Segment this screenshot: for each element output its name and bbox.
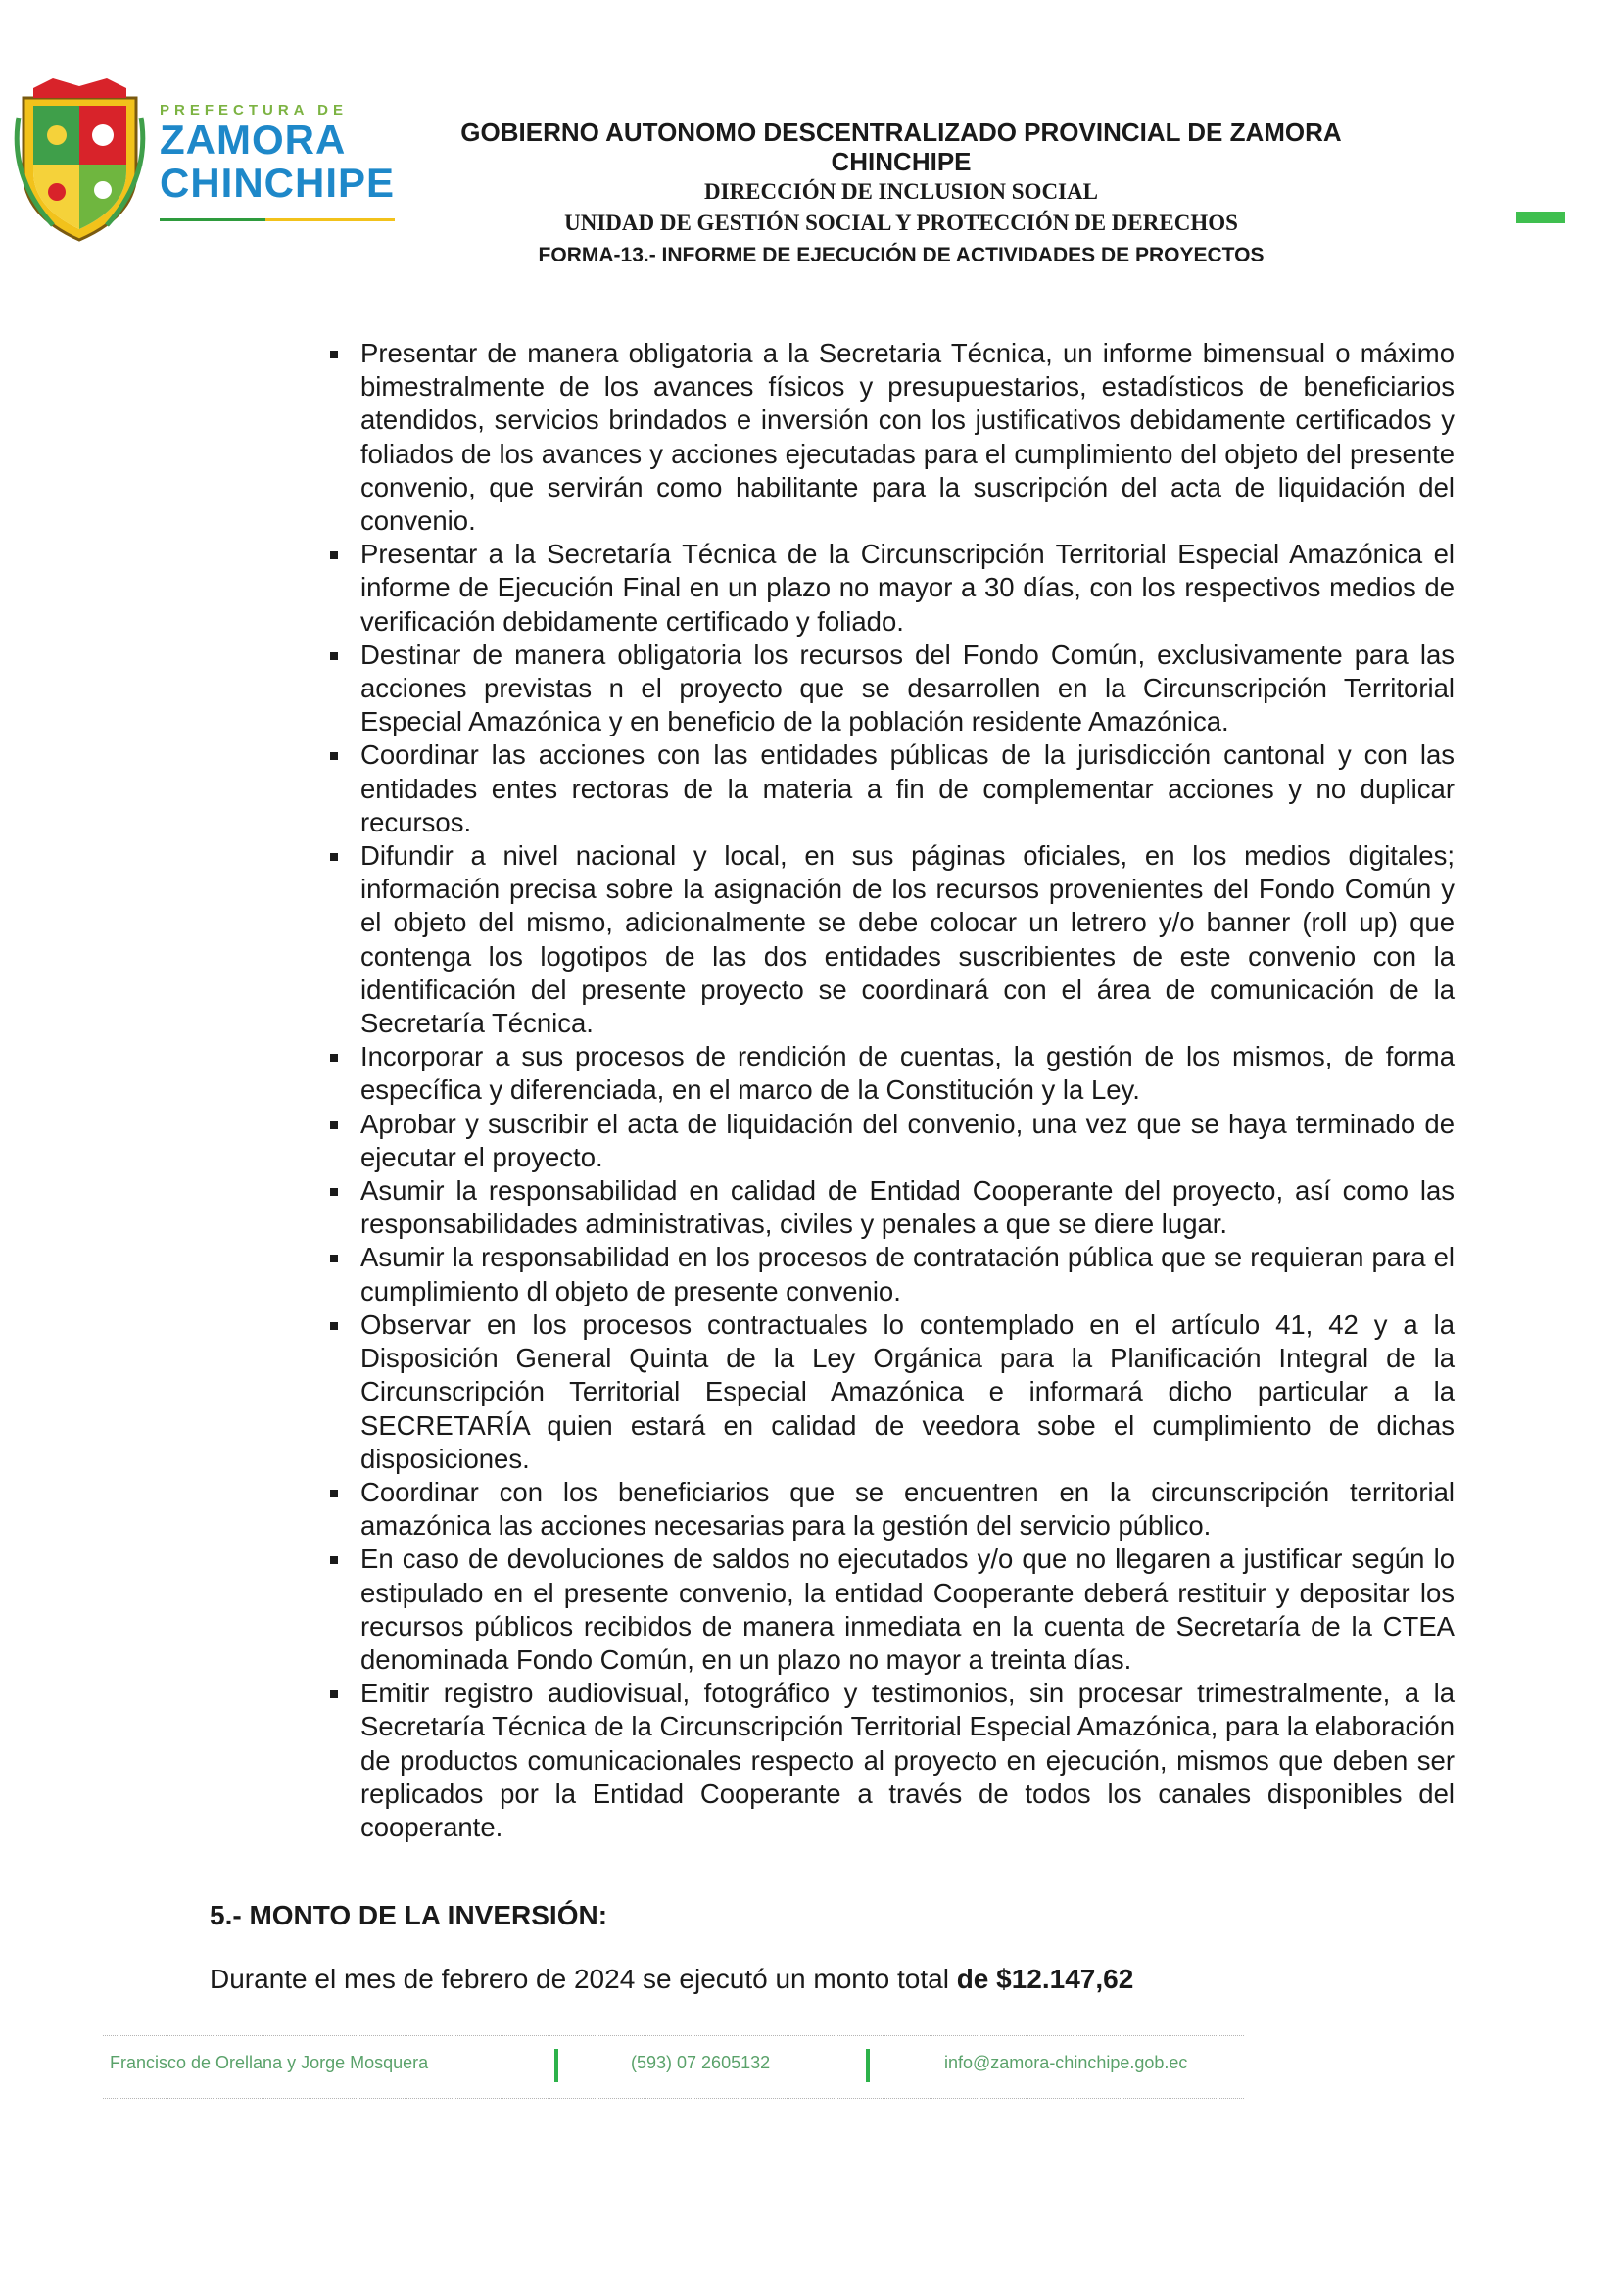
list-item — [313, 1543, 1455, 1677]
section-title: 5.- MONTO DE LA INVERSIÓN: — [210, 1900, 608, 1930]
bullet-icon — [330, 853, 338, 861]
list-item — [313, 1108, 1455, 1174]
green-tab-mark — [1516, 212, 1565, 223]
bullet-icon — [330, 1322, 338, 1330]
amount-value: de $12.147,62 — [956, 1964, 1134, 1994]
header-line-2: CHINCHIPE — [831, 147, 972, 176]
bullet-icon — [330, 1490, 338, 1497]
bullet-icon — [330, 1255, 338, 1262]
header-line-3: DIRECCIÓN DE INCLUSION SOCIAL — [704, 179, 1098, 204]
logo-title-line1: ZAMORA — [160, 117, 347, 163]
list-item — [313, 337, 1455, 538]
coat-of-arms-logo — [14, 78, 146, 245]
list-item-text: Observar en los procesos contractuales lo contemplado en el artículo 41, 42 y a la Disposición General Quinta de la Ley Orgánica para la Planificación Integral de la Circunscripción Territorial Especial Amazónica e informará dicho particular a la SECRETARÍA quien estará en calidad de veedora sobe el cumplimiento de dichas disposiciones. — [360, 1308, 1455, 1474]
list-item-text: Asumir la responsabilidad en los procesos de contratación pública que se requieran para el cumplimiento dl objeto de presente convenio. — [360, 1242, 1455, 1306]
list-item — [313, 839, 1455, 1040]
list-item-text: Destinar de manera obligatoria los recursos del Fondo Común, exclusivamente para las acciones previstas n el proyecto que se desarrollen en la Circunscripción Territorial Especial Amazónica y en beneficio de la población residente Amazónica. — [360, 639, 1455, 737]
bullet-icon — [330, 1188, 338, 1196]
list-item — [313, 1677, 1455, 1844]
logo-subtitle: PREFECTURA DE — [160, 102, 348, 119]
footer-separator — [866, 2049, 870, 2082]
list-item-text: Presentar a la Secretaría Técnica de la Circunscripción Territorial Especial Amazónica el informe de Ejecución Final en un plazo no mayor a 30 días, con los respectivos medios de verificación debidamente certificado y foliado. — [360, 539, 1455, 637]
list-item-text: En caso de devoluciones de saldos no ejecutados y/o que no llegaren a justificar según lo estipulado en el presente convenio, la entidad Cooperante deberá restituir y depositar los recursos públicos recibidos de manera inmediata en la cuenta de Secretaría de la CTEA denominada Fondo Común, en un plazo no mayor a treinta días. — [360, 1544, 1455, 1675]
header-line-4: UNIDAD DE GESTIÓN SOCIAL Y PROTECCIÓN DE DERECHOS — [564, 211, 1238, 235]
list-item — [313, 1476, 1455, 1543]
list-item — [313, 1308, 1455, 1476]
footer-address: Francisco de Orellana y Jorge Mosquera — [110, 2053, 429, 2072]
document-header — [411, 118, 1391, 272]
list-item-text: Incorporar a sus procesos de rendición de cuentas, la gestión de los mismos, de forma específica y diferenciada, en el marco de la Constitución y la Ley. — [360, 1041, 1455, 1106]
footer-separator — [554, 2049, 558, 2082]
bullet-icon — [330, 1121, 338, 1129]
footer-divider-bottom — [103, 2098, 1244, 2099]
list-item-text: Difundir a nivel nacional y local, en sus páginas oficiales, en los medios digitales; información precisa sobre la asignación de los recursos provenientes del Fondo Común y el objeto del mismo, adicionalmente se debe colocar un letrero y/o banner (roll up) que contenga los logotipos de las dos entidades suscribientes de este convenio con la identificación del presente proyecto se coordinará con el área de comunicación de la Secretaría Técnica. — [360, 840, 1455, 1039]
logo-wordmark — [160, 102, 395, 221]
obligations-list — [313, 337, 1455, 1844]
list-item — [313, 1174, 1455, 1241]
footer-divider-top — [103, 2035, 1244, 2036]
list-item — [313, 738, 1455, 839]
list-item — [313, 1040, 1455, 1107]
bullet-icon — [330, 1054, 338, 1062]
bullet-icon — [330, 1556, 338, 1564]
list-item — [313, 639, 1455, 739]
bullet-icon — [330, 351, 338, 358]
footer-phone: (593) 07 2605132 — [631, 2053, 771, 2072]
list-item-text: Asumir la responsabilidad en calidad de Entidad Cooperante del proyecto, así como las responsabilidades administrativas, civiles y penales a que se diere lugar. — [360, 1175, 1455, 1240]
amount-text: Durante el mes de febrero de 2024 se ejecutó un monto total — [210, 1964, 957, 1994]
bullet-icon — [330, 1690, 338, 1698]
list-item-text: Emitir registro audiovisual, fotográfico y testimonios, sin procesar trimestralmente, a la Secretaría Técnica de la Circunscripción Territorial Especial Amazónica, para la elaboración de productos comunicacionales respecto al proyecto en ejecución, mismos que deben ser replicados por la Entidad Cooperante a través de todos los canales disponibles del cooperante. — [360, 1678, 1455, 1842]
footer-email: info@zamora-chinchipe.gob.ec — [944, 2053, 1188, 2072]
list-item — [313, 1241, 1455, 1307]
bullet-icon — [330, 752, 338, 760]
bullet-icon — [330, 551, 338, 559]
header-line-5: FORMA-13.- INFORME DE EJECUCIÓN DE ACTIVIDADES DE PROYECTOS — [538, 244, 1265, 266]
investment-amount-paragraph — [210, 1964, 1133, 1995]
list-item-text: Coordinar con los beneficiarios que se encuentren en la circunscripción territorial amazónica las acciones necesarias para la gestión del servicio público. — [360, 1476, 1455, 1542]
bullet-icon — [330, 652, 338, 660]
logo-title-line2: CHINCHIPE — [160, 160, 396, 206]
header-line-1: GOBIERNO AUTONOMO DESCENTRALIZADO PROVINCIAL DE ZAMORA — [460, 118, 1342, 147]
list-item-text: Aprobar y suscribir el acta de liquidación del convenio, una vez que se haya terminado de ejecutar el proyecto. — [360, 1108, 1455, 1172]
list-item-text: Presentar de manera obligatoria a la Secretaria Técnica, un informe bimensual o máximo bimestralmente de los avances físicos y presupuestarios, estadísticos de beneficiarios atendidos, servicios brindados e inversión con los justificativos debidamente certificados y foliados de los avances y acciones ejecutadas para el cumplimiento del objeto del presente convenio, que servirán como habilitante para la suscripción del acta de liquidación del convenio. — [360, 338, 1455, 537]
list-item-text: Coordinar las acciones con las entidades públicas de la jurisdicción cantonal y con las entidades entes rectoras de la materia a fin de complementar acciones y no duplicar recursos. — [360, 739, 1455, 837]
list-item — [313, 538, 1455, 639]
logo-underline — [160, 218, 395, 221]
